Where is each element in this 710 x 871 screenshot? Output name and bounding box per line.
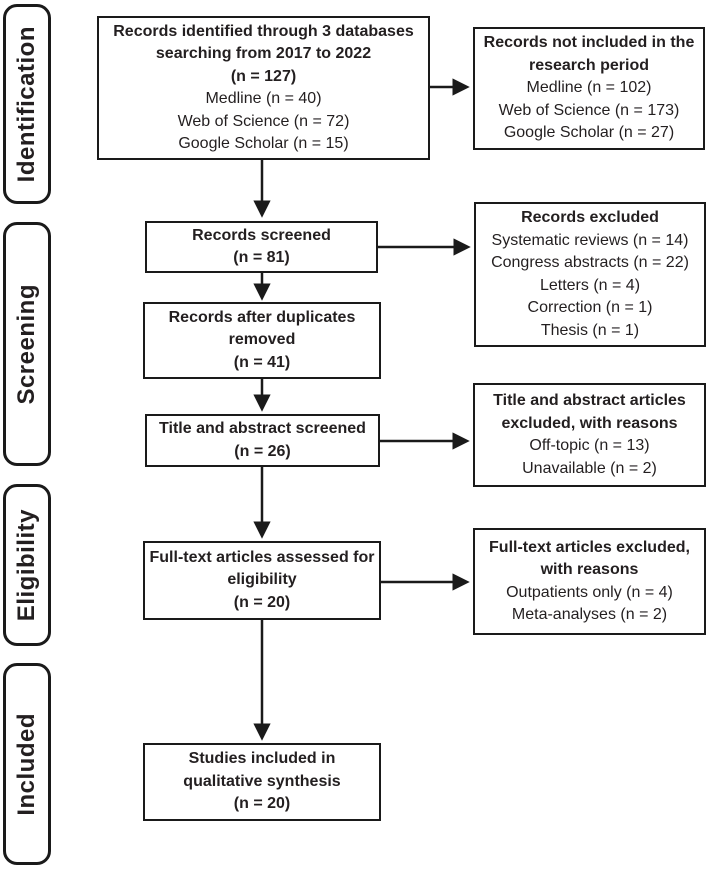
stage-identification — [3, 4, 51, 204]
box-item: Correction (n = 1) — [527, 299, 653, 316]
box-item: Outpatients only (n = 4) — [506, 583, 673, 601]
box-count: (n = 20) — [233, 795, 291, 813]
box-title: Studies included in qualitative synthesis — [183, 750, 341, 790]
flow-box-records-screened — [145, 221, 378, 273]
flow-box-records-excluded — [474, 202, 706, 347]
stage-label: Eligibility — [13, 508, 40, 622]
box-item: Off-topic (n = 13) — [529, 437, 650, 454]
box-item: Medline (n = 40) — [205, 90, 322, 107]
flow-box-fulltext-assessed — [143, 541, 381, 620]
flow-box-title-abstract-screened — [145, 414, 380, 467]
box-item: Google Scholar (n = 15) — [178, 135, 349, 152]
flow-box-records-identified — [97, 16, 430, 160]
box-item: Systematic reviews (n = 14) — [491, 231, 689, 249]
box-title: Full-text articles assessed for eligibility — [149, 548, 375, 589]
stage-label: Screening — [13, 283, 40, 405]
box-item: Unavailable (n = 2) — [522, 459, 657, 477]
flow-box-fulltext-excluded — [473, 528, 706, 635]
stage-included — [3, 663, 51, 865]
box-title: Title and abstract screened — [159, 420, 366, 437]
box-item: Web of Science (n = 173) — [498, 101, 680, 119]
box-count: (n = 41) — [233, 353, 291, 371]
flow-box-not-in-period — [473, 27, 705, 150]
box-title: Records not included in the research period — [483, 34, 695, 74]
box-item: Medline (n = 102) — [526, 79, 652, 97]
box-title: Records screened — [192, 226, 331, 244]
stage-eligibility — [3, 484, 51, 646]
box-item: Google Scholar (n = 27) — [503, 124, 675, 142]
stage-label: Included — [13, 712, 40, 816]
box-count: (n = 20) — [233, 593, 291, 611]
box-count: (n = 26) — [234, 442, 291, 460]
flow-box-duplicates-removed — [143, 302, 381, 379]
stage-screening — [3, 222, 51, 466]
flow-box-studies-included — [143, 743, 381, 821]
box-item: Web of Science (n = 72) — [177, 112, 350, 130]
box-item: Meta-analyses (n = 2) — [511, 606, 668, 623]
box-title: Records excluded — [521, 209, 659, 226]
box-item: Congress abstracts (n = 22) — [491, 254, 689, 271]
flow-box-title-abstract-excluded — [473, 383, 706, 487]
box-title: Full-text articles excluded, with reasons — [489, 538, 690, 578]
box-title: Records after duplicates removed — [168, 308, 356, 349]
box-title: Records identified through 3 databases searching from 2017 to 2022 — [113, 22, 414, 62]
box-item: Letters (n = 4) — [539, 276, 641, 294]
box-item: Thesis (n = 1) — [540, 321, 640, 339]
box-count: (n = 81) — [233, 249, 290, 266]
stage-label: Identification — [13, 25, 40, 183]
box-title: Title and abstract articles excluded, with reasons — [493, 392, 686, 432]
box-count: (n = 127) — [230, 67, 297, 85]
